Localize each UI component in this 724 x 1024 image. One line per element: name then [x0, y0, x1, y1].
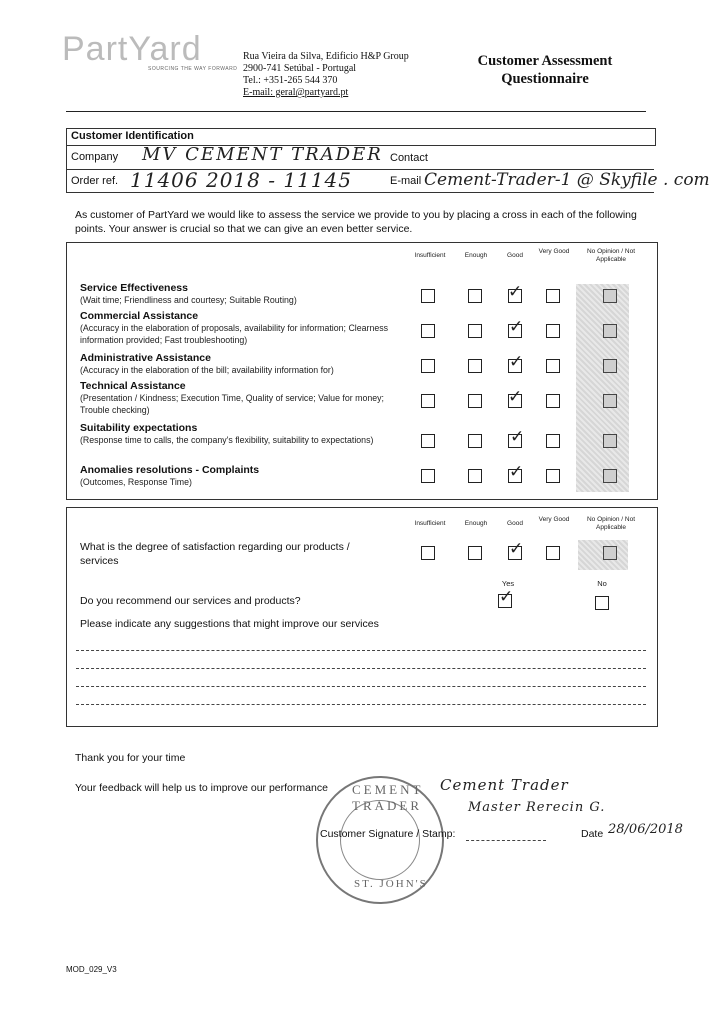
checkbox-technical-enough[interactable]: [468, 394, 482, 408]
address-line-4: E-mail: geral@partyard.pt: [243, 87, 349, 98]
address-line-3: Tel.: +351-265 544 370: [243, 75, 338, 86]
col-no-opinion: No Opinion / Not Applicable: [586, 516, 636, 531]
criterion-desc: (Wait time; Friendliness and courtesy; Suitable Routing): [80, 295, 297, 305]
col-good: Good: [507, 520, 523, 527]
suggestion-line-3[interactable]: [76, 686, 646, 687]
checkbox-satisfaction-enough[interactable]: [468, 546, 482, 560]
yes-label: Yes: [501, 579, 515, 588]
criterion-title: Anomalies resolutions - Complaints: [80, 464, 260, 476]
criterion-title: Suitability expectations: [80, 422, 198, 434]
contact-label: Contact: [390, 152, 428, 164]
title-line-1: Customer Assessment: [477, 53, 613, 69]
title-line-2: Questionnaire: [501, 71, 589, 87]
col-no-opinion: No Opinion / Not Applicable: [586, 248, 636, 263]
checkbox-satisfaction-insufficient[interactable]: [421, 546, 435, 560]
order-ref-field[interactable]: 11406 2018 - 11145: [130, 168, 352, 192]
signature-line[interactable]: [466, 840, 546, 841]
criterion-suitability-expectations: [80, 422, 405, 446]
checkbox-commercial-insufficient[interactable]: [421, 324, 435, 338]
check-mark-icon: ✓: [509, 317, 524, 337]
signature-handwriting-line-1: Cement Trader: [440, 776, 569, 794]
logo-tagline: SOURCING THE WAY FORWARD: [148, 66, 238, 72]
check-mark-icon: ✓: [508, 387, 523, 407]
thanks-text: Thank you for your time: [75, 752, 186, 764]
feedback-text: Your feedback will help us to improve our performance: [75, 782, 328, 794]
checkbox-service-na[interactable]: [603, 289, 617, 303]
checkbox-service-enough[interactable]: [468, 289, 482, 303]
col-enough: Enough: [464, 252, 488, 259]
check-mark-icon: ✓: [509, 462, 524, 482]
company-field[interactable]: MV CEMENT TRADER: [142, 144, 383, 165]
checkbox-recommend-no[interactable]: [595, 596, 609, 610]
suggestions-label: Please indicate any suggestions that might improve our services: [80, 618, 379, 630]
checkbox-service-insufficient[interactable]: [421, 289, 435, 303]
address-line-2: 2900-741 Setúbal - Portugal: [243, 63, 357, 74]
criterion-desc: (Presentation / Kindness; Execution Time, Quality of service; Value for money; Trouble checking): [80, 393, 384, 415]
col-insufficient: Insufficient: [414, 520, 446, 527]
checkbox-service-very-good[interactable]: [546, 289, 560, 303]
checkbox-commercial-very-good[interactable]: [546, 324, 560, 338]
check-mark-icon: ✓: [510, 427, 525, 447]
checkbox-anomalies-very-good[interactable]: [546, 469, 560, 483]
check-mark-icon: ✓: [508, 282, 523, 302]
no-label: No: [597, 579, 607, 588]
criterion-title: Administrative Assistance: [80, 352, 211, 364]
checkbox-suitability-insufficient[interactable]: [421, 434, 435, 448]
identification-title: Customer Identification: [71, 130, 194, 142]
intro-text: As customer of PartYard we would like to assess the service we provide to you by placing a cross in each of the following points. Your answer is crucial so that we can give an even better service.: [75, 209, 637, 235]
criterion-technical-assistance: [80, 380, 405, 416]
check-mark-icon: ✓: [499, 587, 514, 607]
checkbox-anomalies-na[interactable]: [603, 469, 617, 483]
checkbox-suitability-na[interactable]: [603, 434, 617, 448]
criterion-desc: (Outcomes, Response Time): [80, 477, 192, 487]
recommend-question: Do you recommend our services and products?: [80, 595, 301, 607]
checkbox-satisfaction-very-good[interactable]: [546, 546, 560, 560]
checkbox-technical-insufficient[interactable]: [421, 394, 435, 408]
criterion-anomalies-resolutions: [80, 464, 405, 488]
header-divider: [66, 111, 646, 112]
check-mark-icon: ✓: [509, 539, 524, 559]
email-field[interactable]: Cement-Trader-1 @ Skyfile . com: [424, 170, 710, 190]
date-field[interactable]: 28/06/2018: [608, 822, 683, 837]
checkbox-commercial-enough[interactable]: [468, 324, 482, 338]
not-applicable-shaded-column: [576, 284, 629, 492]
stamp-top-text: CEMENT TRADER: [352, 782, 424, 813]
address-line-1: Rua Vieira da Silva, Edificio H&P Group: [243, 51, 409, 62]
criterion-title: Service Effectiveness: [80, 282, 188, 294]
checkbox-technical-very-good[interactable]: [546, 394, 560, 408]
email-label: E-mail: [390, 175, 422, 187]
date-label: Date: [581, 828, 604, 840]
checkbox-commercial-na[interactable]: [603, 324, 617, 338]
criterion-service-effectiveness: [80, 282, 405, 306]
checkbox-administrative-very-good[interactable]: [546, 359, 560, 373]
criterion-desc: (Response time to calls, the company's flexibility, suitability to expectations): [80, 435, 374, 445]
company-stamp: [316, 776, 444, 904]
identification-left-border: [66, 144, 67, 192]
checkbox-satisfaction-na[interactable]: [603, 546, 617, 560]
col-insufficient: Insufficient: [414, 252, 446, 259]
checkbox-technical-na[interactable]: [603, 394, 617, 408]
suggestion-line-1[interactable]: [76, 650, 646, 651]
criterion-desc: (Accuracy in the elaboration of the bill; availability information for): [80, 365, 334, 375]
checkbox-anomalies-insufficient[interactable]: [421, 469, 435, 483]
satisfaction-question: What is the degree of satisfaction regarding our products / services: [80, 541, 350, 567]
checkbox-suitability-very-good[interactable]: [546, 434, 560, 448]
checkbox-anomalies-enough[interactable]: [468, 469, 482, 483]
col-enough: Enough: [464, 520, 488, 527]
company-label: Company: [71, 151, 119, 163]
order-row-line: [66, 192, 654, 193]
partyard-logo: PartYard: [62, 30, 202, 68]
criterion-administrative-assistance: [80, 352, 405, 376]
signature-handwriting-line-2: Master Rerecin G.: [468, 800, 606, 815]
criterion-desc: (Accuracy in the elaboration of proposals, availability for information; Clearness information provided; Fast troubleshooting): [80, 323, 389, 345]
signature-label: Customer Signature / Stamp:: [320, 828, 456, 840]
order-ref-label: Order ref.: [71, 175, 119, 187]
suggestion-line-2[interactable]: [76, 668, 646, 669]
criterion-commercial-assistance: [80, 310, 405, 346]
checkbox-administrative-enough[interactable]: [468, 359, 482, 373]
checkbox-administrative-na[interactable]: [603, 359, 617, 373]
col-very-good: Very Good: [538, 248, 570, 255]
col-good: Good: [507, 252, 523, 259]
col-very-good: Very Good: [538, 516, 570, 523]
criterion-title: Technical Assistance: [80, 380, 186, 392]
document-title: [456, 52, 634, 88]
criterion-title: Commercial Assistance: [80, 310, 199, 322]
stamp-bottom-text: ST. JOHN'S: [354, 878, 428, 890]
checkbox-administrative-insufficient[interactable]: [421, 359, 435, 373]
checkbox-suitability-enough[interactable]: [468, 434, 482, 448]
company-address: [243, 51, 409, 99]
suggestion-line-4[interactable]: [76, 704, 646, 705]
check-mark-icon: ✓: [509, 352, 524, 372]
form-code: MOD_029_V3: [66, 965, 117, 974]
